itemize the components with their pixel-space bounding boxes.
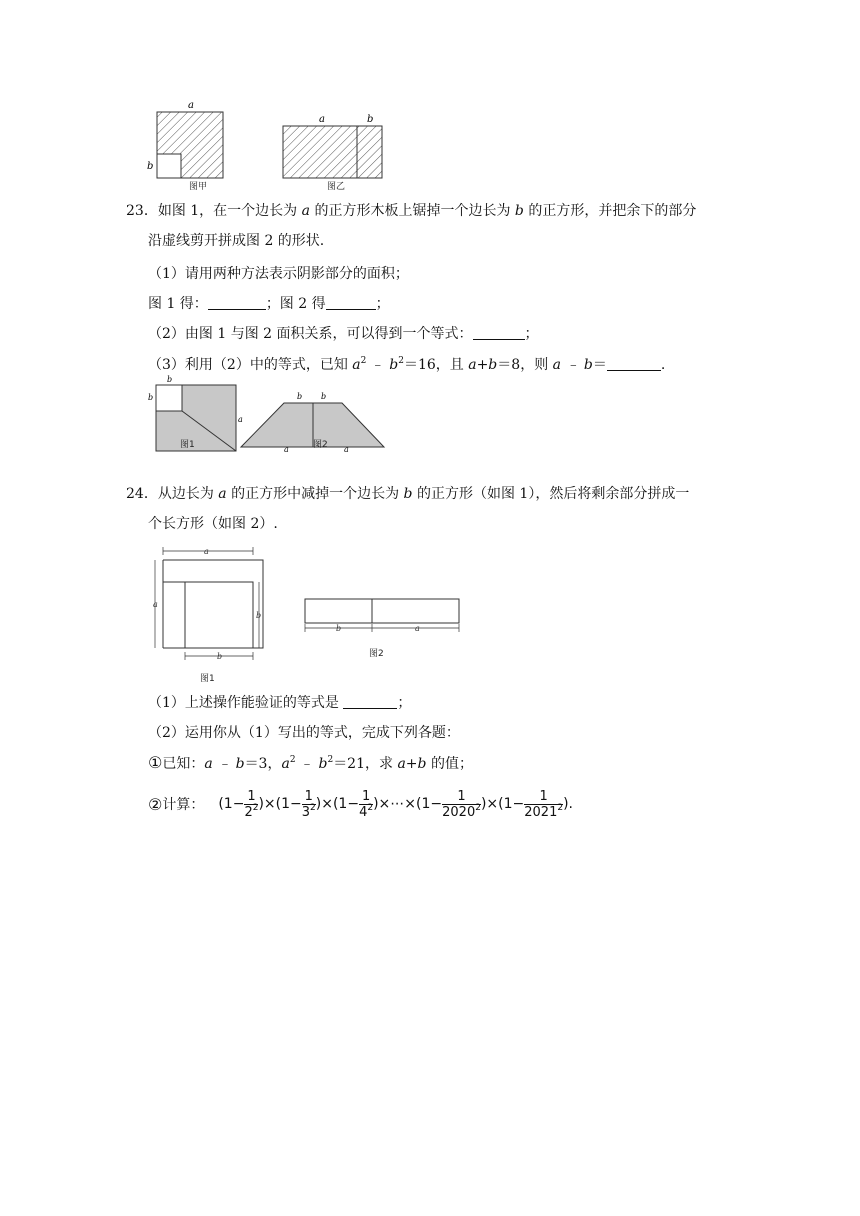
svg-text:a: a [153,600,158,609]
q24-number: 24． [126,486,158,502]
fraction-term-3: $\frac{1}{4^2}$ [359,788,374,820]
q23-line2: 沿虚线剪开拼成图 2 的形状. [148,233,325,249]
q23-fig1-caption: 图1 [180,440,195,450]
fig-jia-caption: 图甲 [189,182,208,192]
answer-blank-equation[interactable] [473,325,525,340]
answer-blank-fig2[interactable] [326,295,376,310]
fig-yi-caption: 图乙 [327,182,346,192]
q24-figure-1 [148,545,273,680]
q23-fig2-label-a2: a [344,445,349,454]
fraction-term-4: $\frac{1}{2020^2}$ [442,788,481,820]
q23-figure-1 [145,374,245,454]
q24-figure-2 [300,595,465,640]
q23-fig2-label-a1: a [284,445,289,454]
q24-part2: （2）运用你从（1）写出的等式，完成下列各题： [148,725,460,741]
svg-text:a: a [204,547,209,556]
answer-blank-fig1[interactable] [208,295,266,310]
q24-fig1-caption: 图1 [200,674,215,684]
q23-part3: （3）利用（2）中的等式，已知 $a^2$ ﹣ $b^2=16$，且 a+b＝8，则 a ﹣ b＝ . [148,356,666,373]
q24-line1: 24．从边长为 a 的正方形中减掉一个边长为 b 的正方形（如图 1），然后将剩余部分拼成一 [126,486,690,502]
svg-text:b: b [167,375,173,384]
svg-text:b: b [217,652,223,661]
label-a: a [188,100,194,111]
q23-answer-line: 图 1 得： ；图 2 得 ； [148,296,390,312]
q24-line2: 个长方形（如图 2）. [148,516,278,532]
q23-part2: （2）由图 1 与图 2 面积关系，可以得到一个等式： ； [148,326,539,342]
label-b: b [367,114,374,125]
q23-fig2-caption: 图2 [313,440,328,450]
answer-blank-a-minus-b[interactable] [607,356,661,371]
q23-number: 23． [126,203,158,219]
svg-text:b: b [256,611,262,620]
q24-item1: ①已知：a ﹣ b＝3，$a^2$ ﹣ $b^2=21$，求 a+b 的值； [148,753,473,772]
label-b: b [147,161,154,172]
svg-text:b: b [321,392,327,401]
svg-text:a: a [415,624,420,633]
q23-line1: 23．如图 1，在一个边长为 a 的正方形木板上锯掉一个边长为 b 的正方形，并把余下的部分 [126,203,697,219]
fraction-term-5: $\frac{1}{2021^2}$ [524,788,564,820]
q23-part1: （1）请用两种方法表示阴影部分的面积； [148,266,409,282]
label-a: a [319,114,325,125]
q24-item2: ② 计算： (1− $\frac{1}{2^2}$ )×(1− $\frac{1}{3^2}$ )×(1− $\frac{1}{4^2}$ )×⋯×(1− $\frac{1}{2020^2}$ )×(1− $\frac{1}{2021^2}$ ). [148,788,573,820]
fraction-term-1: $\frac{1}{2^2}$ [244,788,259,820]
answer-blank-identity[interactable] [343,694,397,709]
svg-text:b: b [336,624,342,633]
fraction-term-2: $\frac{1}{3^2}$ [301,788,316,820]
figure-yi [275,108,390,188]
svg-text:a: a [238,415,243,424]
svg-text:b: b [297,392,303,401]
svg-text:b: b [148,393,154,402]
q24-part1: （1）上述操作能验证的等式是 ； [148,695,412,711]
q24-fig2-caption: 图2 [369,649,384,659]
